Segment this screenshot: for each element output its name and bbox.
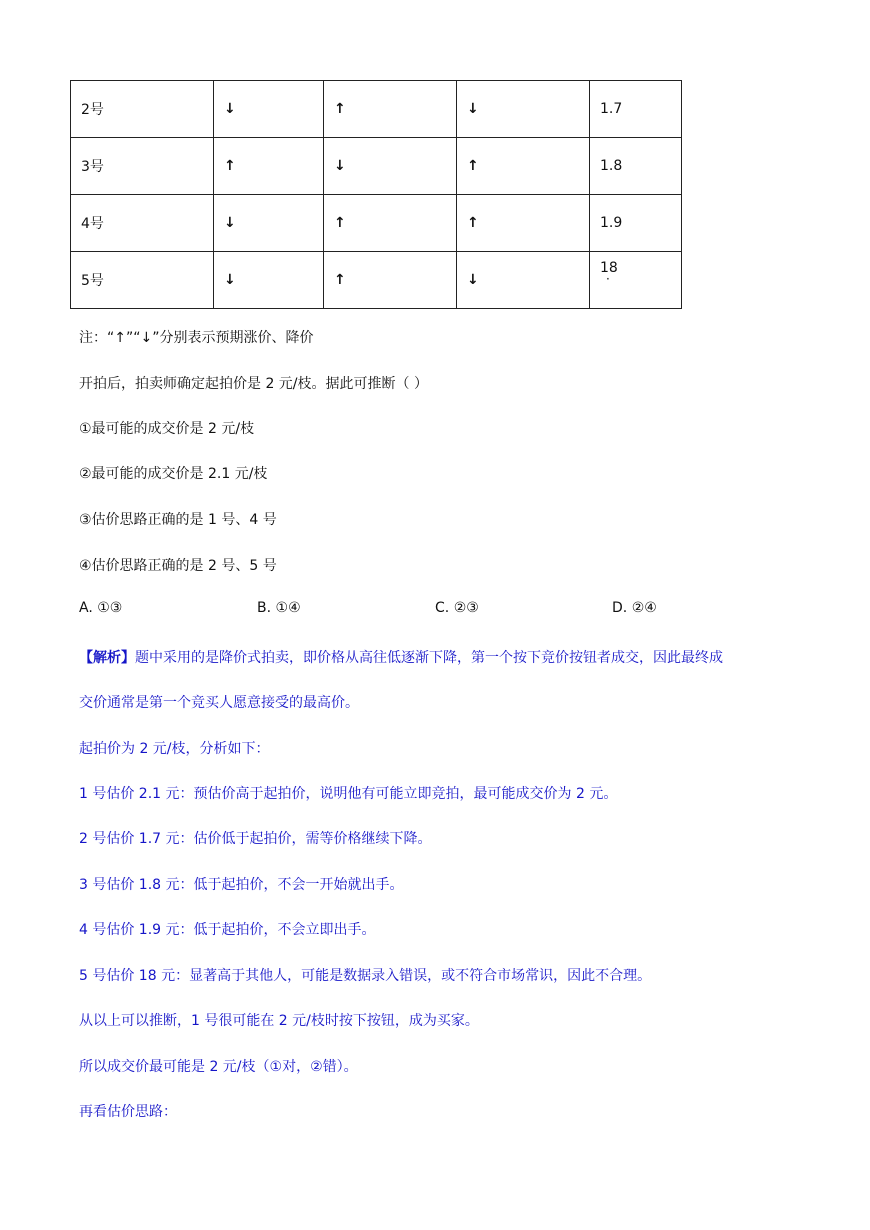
trend-arrow: ↓ [457,81,590,138]
estimate-cell [590,252,682,309]
trend-arrow: ↑ [457,138,590,195]
statement-3: ③估价思路正确的是 1 号、4 号 [79,512,277,528]
bidder-name: 2号 [71,81,214,138]
analysis-line-4: 1 号估价 2.1 元：预估价高于起拍价，说明他有可能立即竞拍，最可能成交价为 2 元。 [79,786,618,802]
analysis-line-9: 从以上可以推断，1 号很可能在 2 元/枝时按下按钮，成为买家。 [79,1013,479,1029]
bidder-name: 4号 [71,195,214,252]
option-text: ②④ [631,600,657,616]
analysis-line-5: 2 号估价 1.7 元：估价低于起拍价，需等价格继续下降。 [79,831,432,847]
option-letter: A. [79,600,93,616]
table-note: 注：“↑”“↓”分别表示预期涨价、降价 [79,330,314,346]
trend-arrow: ↓ [457,252,590,309]
analysis-line-8: 5 号估价 18 元：显著高于其他人，可能是数据录入错误，或不符合市场常识，因此不合理。 [79,968,652,984]
option-letter: B. [257,600,272,616]
estimate-value-odd [600,260,618,286]
option-letter: D. [612,600,628,616]
statement-4: ④估价思路正确的是 2 号、5 号 [79,558,277,574]
trend-arrow: ↑ [324,195,457,252]
estimate-value: 1.8 [590,138,682,195]
statement-1: ①最可能的成交价是 2 元/枝 [79,421,255,437]
trend-arrow: ↑ [457,195,590,252]
estimate-value: 1.9 [590,195,682,252]
estimate-value: 18 [600,260,618,276]
analysis-line-3: 起拍价为 2 元/枝，分析如下： [79,741,270,757]
bidder-name: 5号 [71,252,214,309]
table-row [71,252,682,309]
option-c[interactable] [435,600,479,616]
bidder-name: 3号 [71,138,214,195]
trend-arrow: ↓ [214,195,324,252]
table-row [71,81,682,138]
option-b[interactable] [257,600,301,616]
analysis-line-11: 再看估价思路： [79,1104,177,1120]
trend-arrow: ↑ [214,138,324,195]
option-letter: C. [435,600,450,616]
trend-arrow: ↑ [324,252,457,309]
option-text: ①④ [275,600,301,616]
statement-2: ②最可能的成交价是 2.1 元/枝 [79,466,268,482]
estimate-value: 1.7 [590,81,682,138]
option-text: ②③ [453,600,479,616]
question-stem: 开拍后，拍卖师确定起拍价是 2 元/枝。据此可推断（ ） [79,376,428,392]
trend-arrow: ↓ [324,138,457,195]
option-text: ①③ [97,600,123,616]
trend-arrow: ↓ [214,252,324,309]
analysis-line-1: 【解析】题中采用的是降价式拍卖，即价格从高往低逐渐下降，第一个按下竞价按钮者成交，因此最终成 [79,650,723,666]
analysis-line-6: 3 号估价 1.8 元：低于起拍价，不会一开始就出手。 [79,877,404,893]
option-a[interactable] [79,600,122,616]
analysis-line-10: 所以成交价最可能是 2 元/枝（①对，②错）。 [79,1059,358,1075]
analysis-line-2: 交价通常是第一个竞买人愿意接受的最高价。 [79,695,359,711]
estimate-mark: · [606,272,610,286]
trend-arrow: ↑ [324,81,457,138]
estimate-table [70,80,682,309]
analysis-tag: 【解析】 [79,650,135,666]
table-row [71,138,682,195]
trend-arrow: ↓ [214,81,324,138]
table-row [71,195,682,252]
option-d[interactable] [612,600,657,616]
analysis-line-7: 4 号估价 1.9 元：低于起拍价，不会立即出手。 [79,922,376,938]
